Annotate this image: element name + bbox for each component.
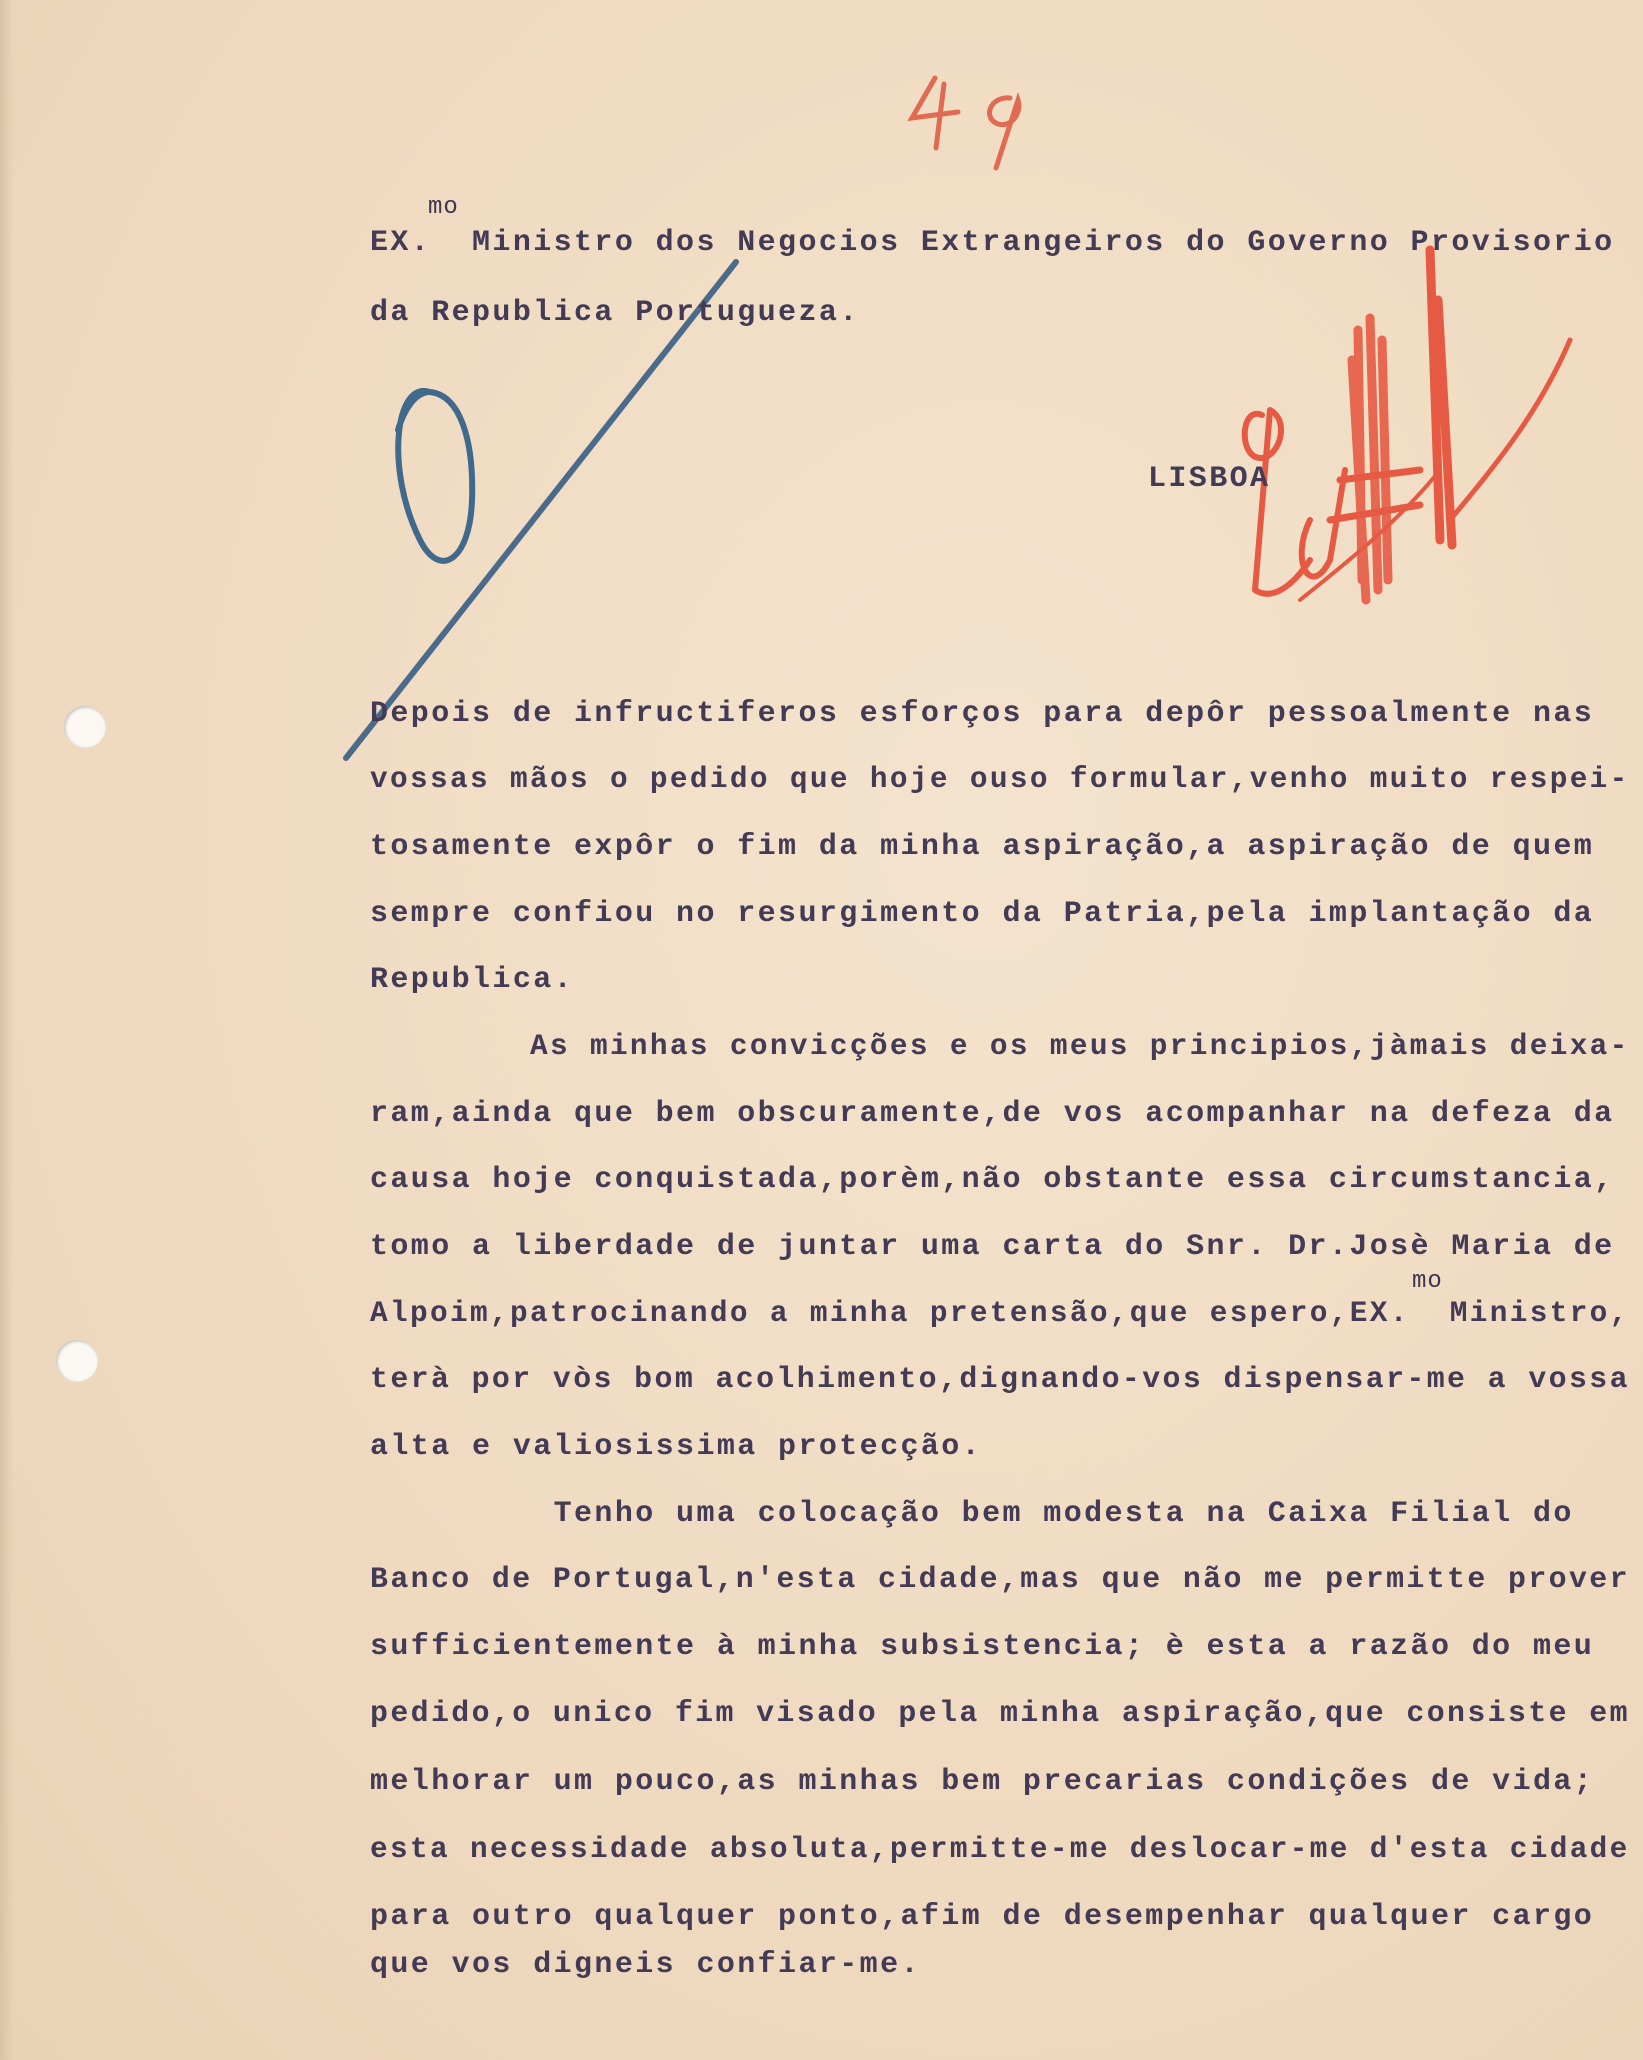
blue-zero-mark [398, 391, 472, 561]
body-line: terà por vòs bom acolhimento,dignando-vos dispensar-me a vossa [370, 1363, 1630, 1397]
body-line: As minhas convicções e os meus principios,jàmais deixa- [370, 1030, 1630, 1064]
body-line: que vos digneis confiar-me. [370, 1948, 921, 1982]
body-line: Alpoim,patrocinando a minha pretensão,que espero,EX. Ministro, [370, 1297, 1630, 1331]
place-lisboa: LISBOA [1148, 462, 1271, 496]
folio-number-49 [912, 78, 1019, 168]
body-line: para outro qualquer ponto,afim de desempenhar qualquer cargo [370, 1900, 1595, 1934]
address-superscript: mo [428, 194, 459, 221]
blue-diagonal-slash [346, 262, 736, 758]
body-line: Tenho uma colocação bem modesta na Caixa Filial do [370, 1497, 1574, 1531]
body-line: sempre confiou no resurgimento da Patria,pela implantação da [370, 897, 1595, 931]
body-line: tomo a liberdade de juntar uma carta do Snr. Dr.Josè Maria de [370, 1230, 1615, 1264]
body-line: Republica. [370, 963, 575, 997]
red-pencil-scribble [1245, 250, 1570, 600]
body-line: esta necessidade absoluta,permitte-me deslocar-me d'esta cidade [370, 1833, 1630, 1867]
body-line: vossas mãos o pedido que hoje ouso formular,venho muito respei- [370, 763, 1630, 797]
body-line: Banco de Portugal,n'esta cidade,mas que não me permitte prover [370, 1563, 1630, 1597]
body-line: tosamente expôr o fim da minha aspiração,a aspiração de quem [370, 830, 1595, 864]
body-superscript: mo [1412, 1268, 1443, 1295]
body-line: Depois de infructiferos esforços para depôr pessoalmente nas [370, 697, 1595, 731]
body-line: causa hoje conquistada,porèm,não obstante essa circumstancia, [370, 1163, 1615, 1197]
body-line: pedido,o unico fim visado pela minha aspiração,que consiste em [370, 1697, 1630, 1731]
body-line: sufficientemente à minha subsistencia; è esta a razão do meu [370, 1630, 1595, 1664]
body-line: alta e valiosissima protecção. [370, 1430, 983, 1464]
address-line-2: da Republica Portugueza. [370, 296, 860, 330]
body-line: ram,ainda que bem obscuramente,de vos acompanhar na defeza da [370, 1097, 1615, 1131]
body-line: melhorar um pouco,as minhas bem precarias condições de vida; [370, 1765, 1595, 1799]
address-line-1: EX. Ministro dos Negocios Extrangeiros do Governo Provisorio [370, 226, 1615, 260]
